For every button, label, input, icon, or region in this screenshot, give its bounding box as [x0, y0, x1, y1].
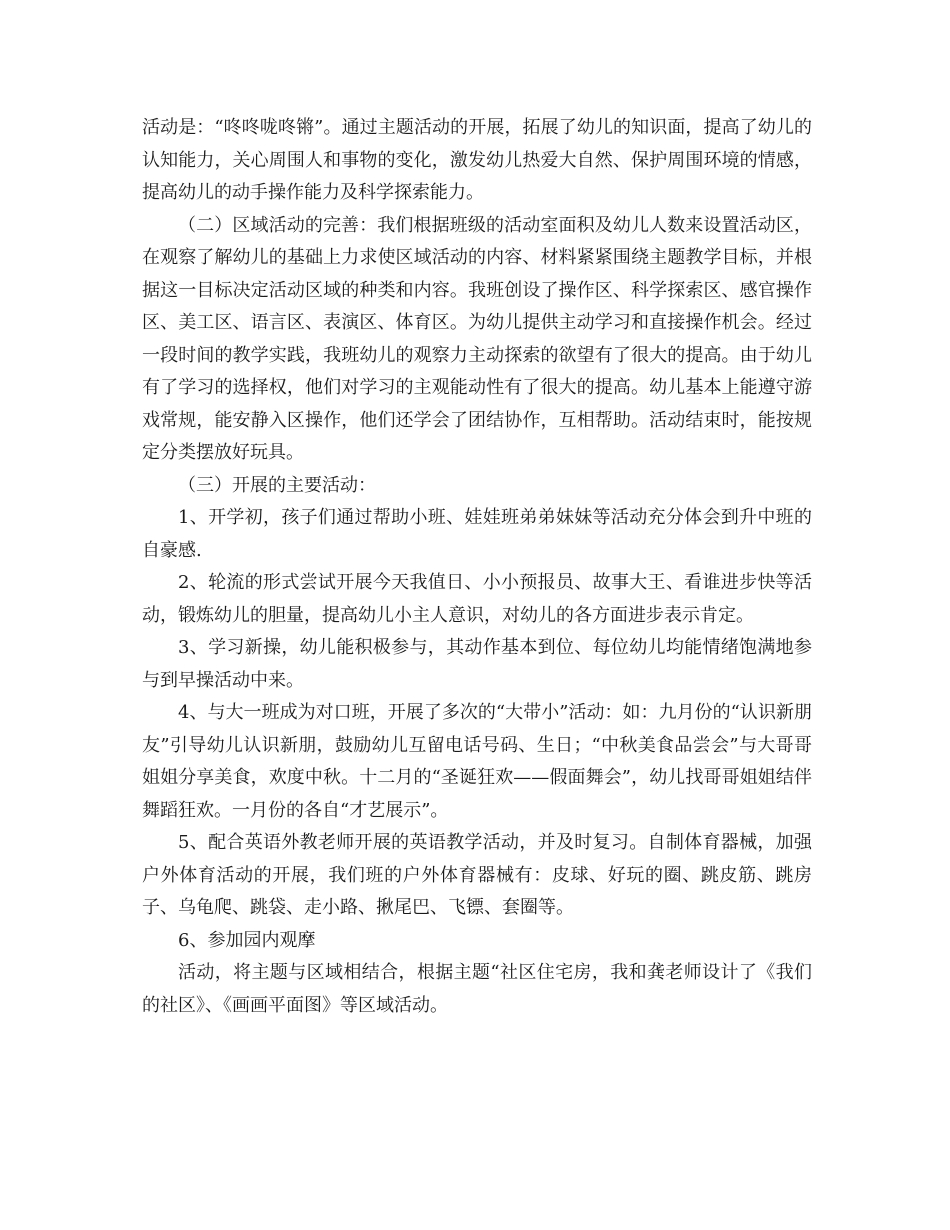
paragraph-area-activities: （二）区域活动的完善：我们根据班级的活动室面积及幼儿人数来设置活动区，在观察了解幼儿的基础上力求使区域活动的内容、材料紧紧围绕主题教学目标，并根据这一目标决定活动区域的种类和内容。我班创设了操作区、科学探索区、感官操作区、美工区、语言区、表演区、体育区。为幼儿提供主动学习和直接操作机会。经过一段时间的教学实践，我班幼儿的观察力主动探索的欲望有了很大的提高。由于幼儿有了学习的选择权，他们对学习的主观能动性有了很大的提高。幼儿基本上能遵守游戏常规，能安静入区操作，他们还学会了团结协作，互相帮助。活动结束时，能按规定分类摆放好玩具。	[142, 214, 812, 463]
document-page	[142, 112, 812, 1022]
paragraph-theme-activity-summary: 活动是：“咚咚咙咚锵”。通过主题活动的开展，拓展了幼儿的知识面，提高了幼儿的认知能力，关心周围人和事物的变化，激发幼儿热爱大自然、保护周围环境的情感，提高幼儿的动手操作能力及科学探索能力。	[142, 117, 812, 203]
list-item-3: 3、学习新操，幼儿能积极参与，其动作基本到位、每位幼儿均能情绪饱满地参与到早操活动中来。	[142, 637, 812, 691]
list-item-6: 6、参加园内观摩	[178, 929, 316, 951]
list-item-4: 4、与大一班成为对口班，开展了多次的“大带小”活动：如：九月份的“认识新朋友”引导幼儿认识新朋，鼓励幼儿互留电话号码、生日；“中秋美食品尝会”与大哥哥姐姐分享美食，欢度中秋。十二月的“圣诞狂欢——假面舞会”，幼儿找哥哥姐姐结伴舞蹈狂欢。一月份的各自“才艺展示”。	[142, 702, 812, 821]
paragraph-observation-activity: 活动，将主题与区域相结合，根据主题“社区住宅房，我和龚老师设计了《我们的社区》、《画画平面图》等区域活动。	[142, 962, 812, 1016]
list-item-5: 5、配合英语外教老师开展的英语教学活动，并及时复习。自制体育器械，加强户外体育活动的开展，我们班的户外体育器械有：皮球、好玩的圈、跳皮筋、跳房子、乌龟爬、跳袋、走小路、揪尾巴、飞镖、套圈等。	[142, 832, 812, 918]
list-item-2: 2、轮流的形式尝试开展今天我值日、小小预报员、故事大王、看谁进步快等活动，锻炼幼儿的胆量，提高幼儿小主人意识，对幼儿的各方面进步表示肯定。	[142, 572, 812, 626]
paragraph-main-activities-heading: （三）开展的主要活动：	[178, 474, 376, 496]
list-item-1: 1、开学初，孩子们通过帮助小班、娃娃班弟弟妹妹等活动充分体会到升中班的自豪感.	[142, 507, 812, 561]
